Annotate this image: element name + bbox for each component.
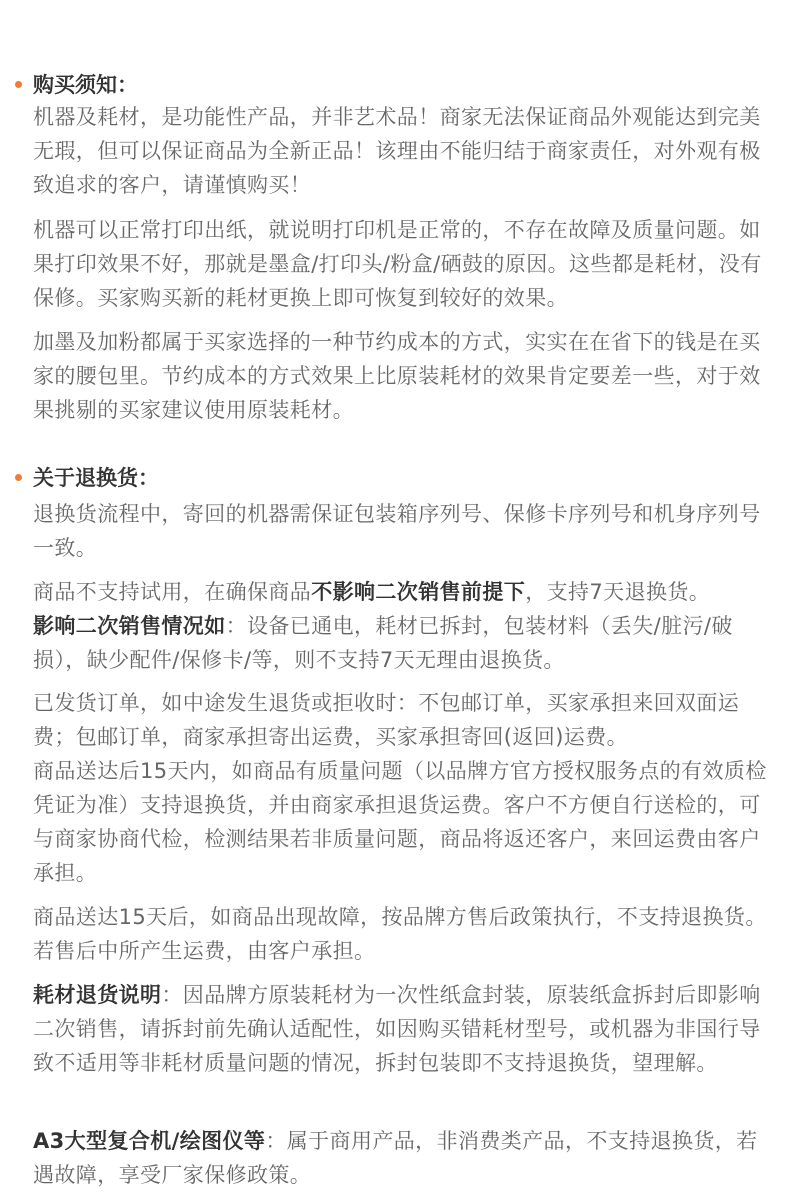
returns-paragraph-3: 已发货订单，如中途发生退货或拒收时：不包邮订单，买家承担来回双面运费；包邮订单，商家承担寄出运费，买家承担寄回(返回)运费。 bbox=[33, 691, 740, 749]
consumables-return-emphasis: 耗材退货说明 bbox=[33, 983, 162, 1007]
returns-heading: 关于退换货： bbox=[33, 466, 159, 490]
returns-paragraph-3b: 商品送达后15天内，如商品有质量问题（以品牌方官方授权服务点的有效质检凭证为准）支持退换货，并由商家承担退货运费。客户不方便自行送检的，可与商家协商代检，检测结果若非质量问题，商品将返还客户，来回运费由客户承担。 bbox=[33, 759, 767, 885]
returns-paragraph-5 bbox=[33, 978, 768, 1080]
returns-paragraph-2 bbox=[33, 575, 768, 677]
returns-p2b-emphasis: 影响二次销售情况如 bbox=[33, 614, 226, 638]
purchase-notice-paragraph-2: 机器可以正常打印出纸，就说明打印机是正常的，不存在故障及质量问题。如果打印效果不好，那就是墨盒/打印头/粉盒/硒鼓的原因。这些都是耗材，没有保修。买家购买新的耗材更换上即可恢复到较好的效果。 bbox=[33, 218, 762, 310]
returns-paragraph-1: 退换货流程中，寄回的机器需保证包装箱序列号、保修卡序列号和机身序列号一致。 bbox=[33, 502, 761, 560]
a3-copier-text: ：属于商用产品，非消费类产品，不支持退换货，若遇故障，享受厂家保修政策。 bbox=[33, 1129, 758, 1187]
returns-paragraph-4: 商品送达15天后，如商品出现故障，按品牌方售后政策执行，不支持退换货。若售后中所产生运费，由客户承担。 bbox=[33, 905, 767, 963]
a3-copier-emphasis: A3大型复合机/绘图仪等 bbox=[33, 1129, 266, 1153]
purchase-notice-paragraph-1: 机器及耗材，是功能性产品，并非艺术品！商家无法保证商品外观能达到完美无瑕，但可以保证商品为全新正品！该理由不能归结于商家责任，对外观有极致追求的客户，请谨慎购买！ bbox=[33, 105, 761, 197]
consumables-return-text: ：因品牌方原装耗材为一次性纸盒封装，原装纸盒拆封后即影响二次销售，请拆封前先确认适配性，如因购买错耗材型号，或机器为非国行导致不适用等非耗材质量问题的情况，拆封包装即不支持退换货，望理解。 bbox=[33, 983, 761, 1075]
section-purchase-notice bbox=[0, 68, 790, 102]
returns-p2-emphasis: 不影响二次销售前提下 bbox=[311, 580, 526, 604]
purchase-notice-heading: 购买须知： bbox=[33, 73, 138, 97]
returns-p2-text: 商品不支持试用，在确保商品 bbox=[33, 580, 312, 604]
returns-p2-text-end: ，支持7天退换货。 bbox=[525, 580, 711, 604]
returns-heading-row bbox=[0, 461, 790, 495]
section-returns bbox=[0, 461, 790, 495]
bullet-dot-icon bbox=[15, 81, 22, 88]
returns-paragraph-6 bbox=[33, 1124, 768, 1192]
purchase-notice-heading-row bbox=[0, 68, 790, 102]
purchase-notice-paragraph-3: 加墨及加粉都属于买家选择的一种节约成本的方式，实实在在省下的钱是在买家的腰包里。节约成本的方式效果上比原装耗材的效果肯定要差一些，对于效果挑剔的买家建议使用原装耗材。 bbox=[33, 330, 761, 422]
returns-p2b-text: ：设备已通电，耗材已拆封，包装材料（丢失/脏污/破损），缺少配件/保修卡/等，则不支持7天无理由退换货。 bbox=[33, 614, 733, 672]
bullet-dot-icon bbox=[15, 474, 22, 481]
